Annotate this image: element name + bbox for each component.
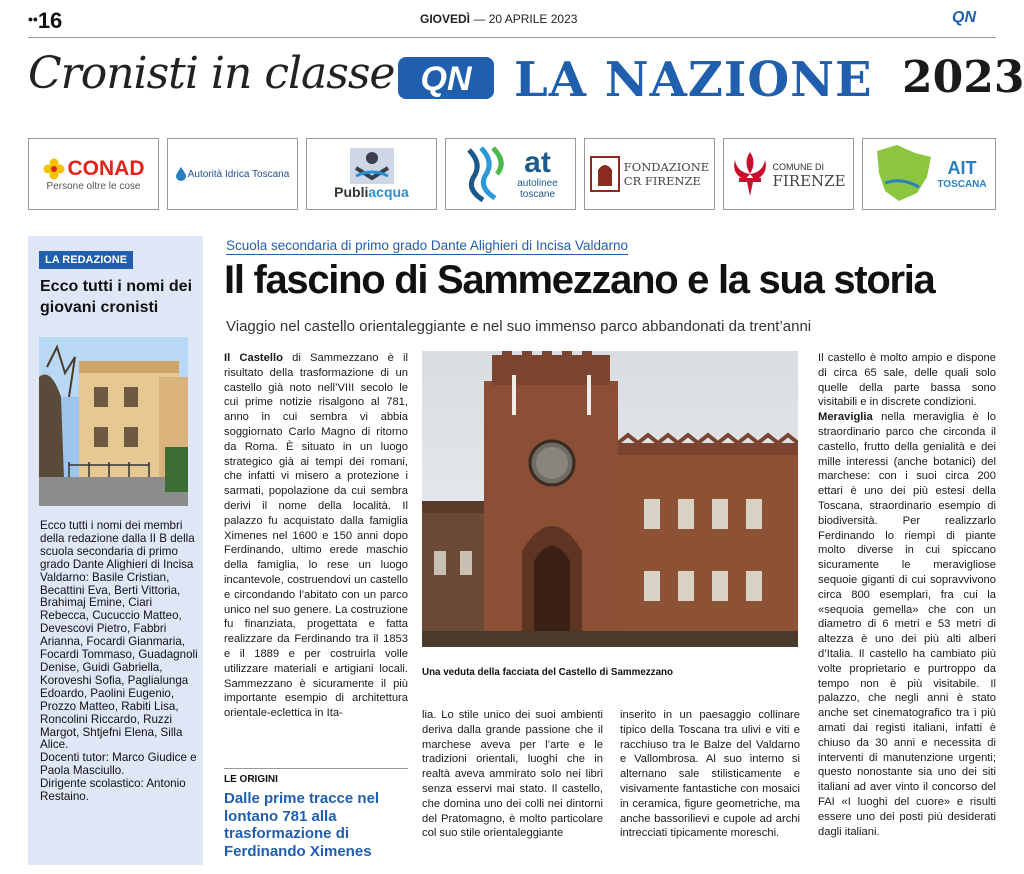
svg-text:QN: QN	[420, 60, 472, 98]
article-kicker: Scuola secondaria di primo grado Dante Alighieri di Incisa Valdarno	[226, 238, 628, 253]
sidebar-text: Ecco tutti i nomi dei membri della redazione dalla II B della scuola secondaria di primo grado Dante Alighieri di Incisa Valdarno: Basile Cristian, Becattini Eva, Berti Vittoria, Brahimaj Emine, Ciari Rebecca, Cucuccio Matteo, Devescovi Pietro, Fabbri Arianna, Focardi Gianmaria, Focardi Tommaso, Guadagnoli Denise, Guidi Gabriella, Koroveshi Sofia, Paglialunga Edoardo, Paolini Eugenio, Prozzo Matteo, Rabiti Lisa, Roncolini Riccardo, Ruzzi Margot, Shtjefni Elena, Silla Alice. Docenti tutor: Marco Giudice e Paola Masciullo. Dirigente scolastico: Antonio Restaino.	[40, 519, 198, 804]
origini-title: Dalle prime tracce nel lontano 781 alla trasformazione di Ferdinando Ximenes	[224, 790, 380, 860]
photo-caption: Una veduta della facciata del Castello di Sammezzano	[422, 667, 673, 678]
publiacqua-logo-icon	[350, 148, 394, 184]
qn-logo	[398, 57, 494, 99]
dateline: GIOVEDÌ — 20 APRILE 2023	[420, 12, 578, 26]
article-headline: Il fascino di Sammezzano e la sua storia	[224, 258, 935, 302]
la-nazione-title: LA NAZIONE	[514, 52, 873, 108]
sponsor-autolinee-toscane: at autolinee toscane	[445, 138, 576, 210]
at-waves-icon	[463, 144, 517, 204]
fondazione-emblem-icon	[590, 156, 620, 192]
article-subhead: Viaggio nel castello orientaleggiante e nel suo immenso parco abbandonati da trent’anni	[226, 318, 812, 335]
toscana-map-icon	[871, 143, 937, 205]
conad-flower-icon	[43, 158, 65, 180]
school-building-photo	[39, 337, 188, 506]
sponsor-publiacqua: Publiacqua	[306, 138, 437, 210]
top-rule	[28, 37, 996, 38]
sponsor-conad: CONAD Persone oltre le cose	[28, 138, 159, 210]
article-column-1: Il Castello di Sammezzano è il risultato della trasformazione di un castello già noto nell’VIII secolo le cui prime notizie risalgono al 781, anno in cui sembra vi abbia soggiornato Carlo Magno di ritorno da Roma. È situato in un luogo strategico già ai tempi dei romani, che infatti vi misero a protezione i sarmati, popolazione da cui sembra derivi il nome della località. Il palazzo fu acquistato dalla famiglia Ximenes nel 1600 e 150 anni dopo Ferdinando, ultimo erede maschio della famiglia, lo rese un luogo incantevole, costruendovi un castello e circondando l’abitato con un parco unico nel suo genere. La costruzione fu finanziata, progettata e fatta realizzare da Ferdinando tra il 1853 e il 1889 e per costruirla volle utilizzare materiali e artigiani locali. Sammezzano è sicuramente il più importante esempio di architettura orientale-eclettica in Ita-	[224, 352, 408, 720]
article-column-3: inserito in un paesaggio collinare tipico della Toscana tra ulivi e viti e racchiuso tra le Balze del Valdarno e Vallombrosa. Al suo interno si alternano sale stilisticamente e visivamente fantastiche con mosaici in ceramica, figure geometriche, ma anche bassorilievi e cupole ad archi intrecciati tipicamente moreschi.	[620, 709, 800, 840]
redazione-badge: LA REDAZIONE	[39, 251, 133, 269]
sponsor-autorita-idrica: Autorità Idrica Toscana	[167, 138, 298, 210]
sidebar-heading: Ecco tutti i nomi dei giovani cronisti	[40, 278, 193, 316]
article-column-2: lia. Lo stile unico dei suoi ambienti deriva dalla grande passione che il marchese aveva per l’arte e le tradizioni orientali, luoghi che in realtà aveva ammirato solo nei libri senza esservi mai stato. Il castello, che domina uno dei colli nei dintorni del Pratomagno, è molto particolare col suo stile orientaleggiante	[422, 709, 603, 840]
cronisti-in-classe-title: Cronisti in classe	[28, 48, 395, 99]
origini-divider	[224, 768, 408, 769]
article-column-4: Il castello è molto ampio e dispone di circa 65 sale, delle quali solo quelle della parte bassa sono visitabili e in discrete condizioni. Meraviglia nella meraviglia è lo straordinario parco che circonda il castello, frutto della genialità e dei mille interessi (anche botanici) del marchese: con i suoi circa 200 ettari è uno dei più estesi della Toscana, straordinario esempio di biodiversità. Per realizzarlo Ferdinando lo riempì di piante molto diverse in cui spiccano sicuramente le meravigliose sequoie giganti di cui sopravvivono circa 800 esemplari, fra cui la «sequoia gemella» che con un diametro di 6 metri e 53 metri di altezza è uno dei più alti alberi d’Italia. Il castello ha cambiato più volte proprietario e purtroppo da tempo non è più visitabile. Il palazzo, che negli anni è stato anche set cinematografico tra i più amati dai registi italiani, infatti è chiuso da 30 anni e necessita di interventi di manutenzione urgenti; questo nonostante sia uno dei siti italiani ad aver vinto il concorso del FAI «I luoghi del cuore» e risulti essere uno dei posti più desiderati dagli italiani.	[818, 352, 996, 838]
sponsor-fondazione-cr-firenze: FONDAZIONE CR FIRENZE	[584, 138, 715, 210]
sponsor-ato-toscana: AIT TOSCANA	[862, 138, 996, 210]
castle-photo	[422, 351, 798, 647]
origini-label: LE ORIGINI	[224, 774, 278, 785]
qn-small-logo: QN	[952, 9, 976, 26]
sponsor-comune-firenze: COMUNE DI FIRENZE	[723, 138, 854, 210]
fleur-de-lis-icon	[731, 150, 769, 198]
water-drop-icon	[176, 167, 186, 181]
page-number: ••16	[28, 8, 63, 33]
masthead-year: 2023	[902, 52, 1024, 103]
